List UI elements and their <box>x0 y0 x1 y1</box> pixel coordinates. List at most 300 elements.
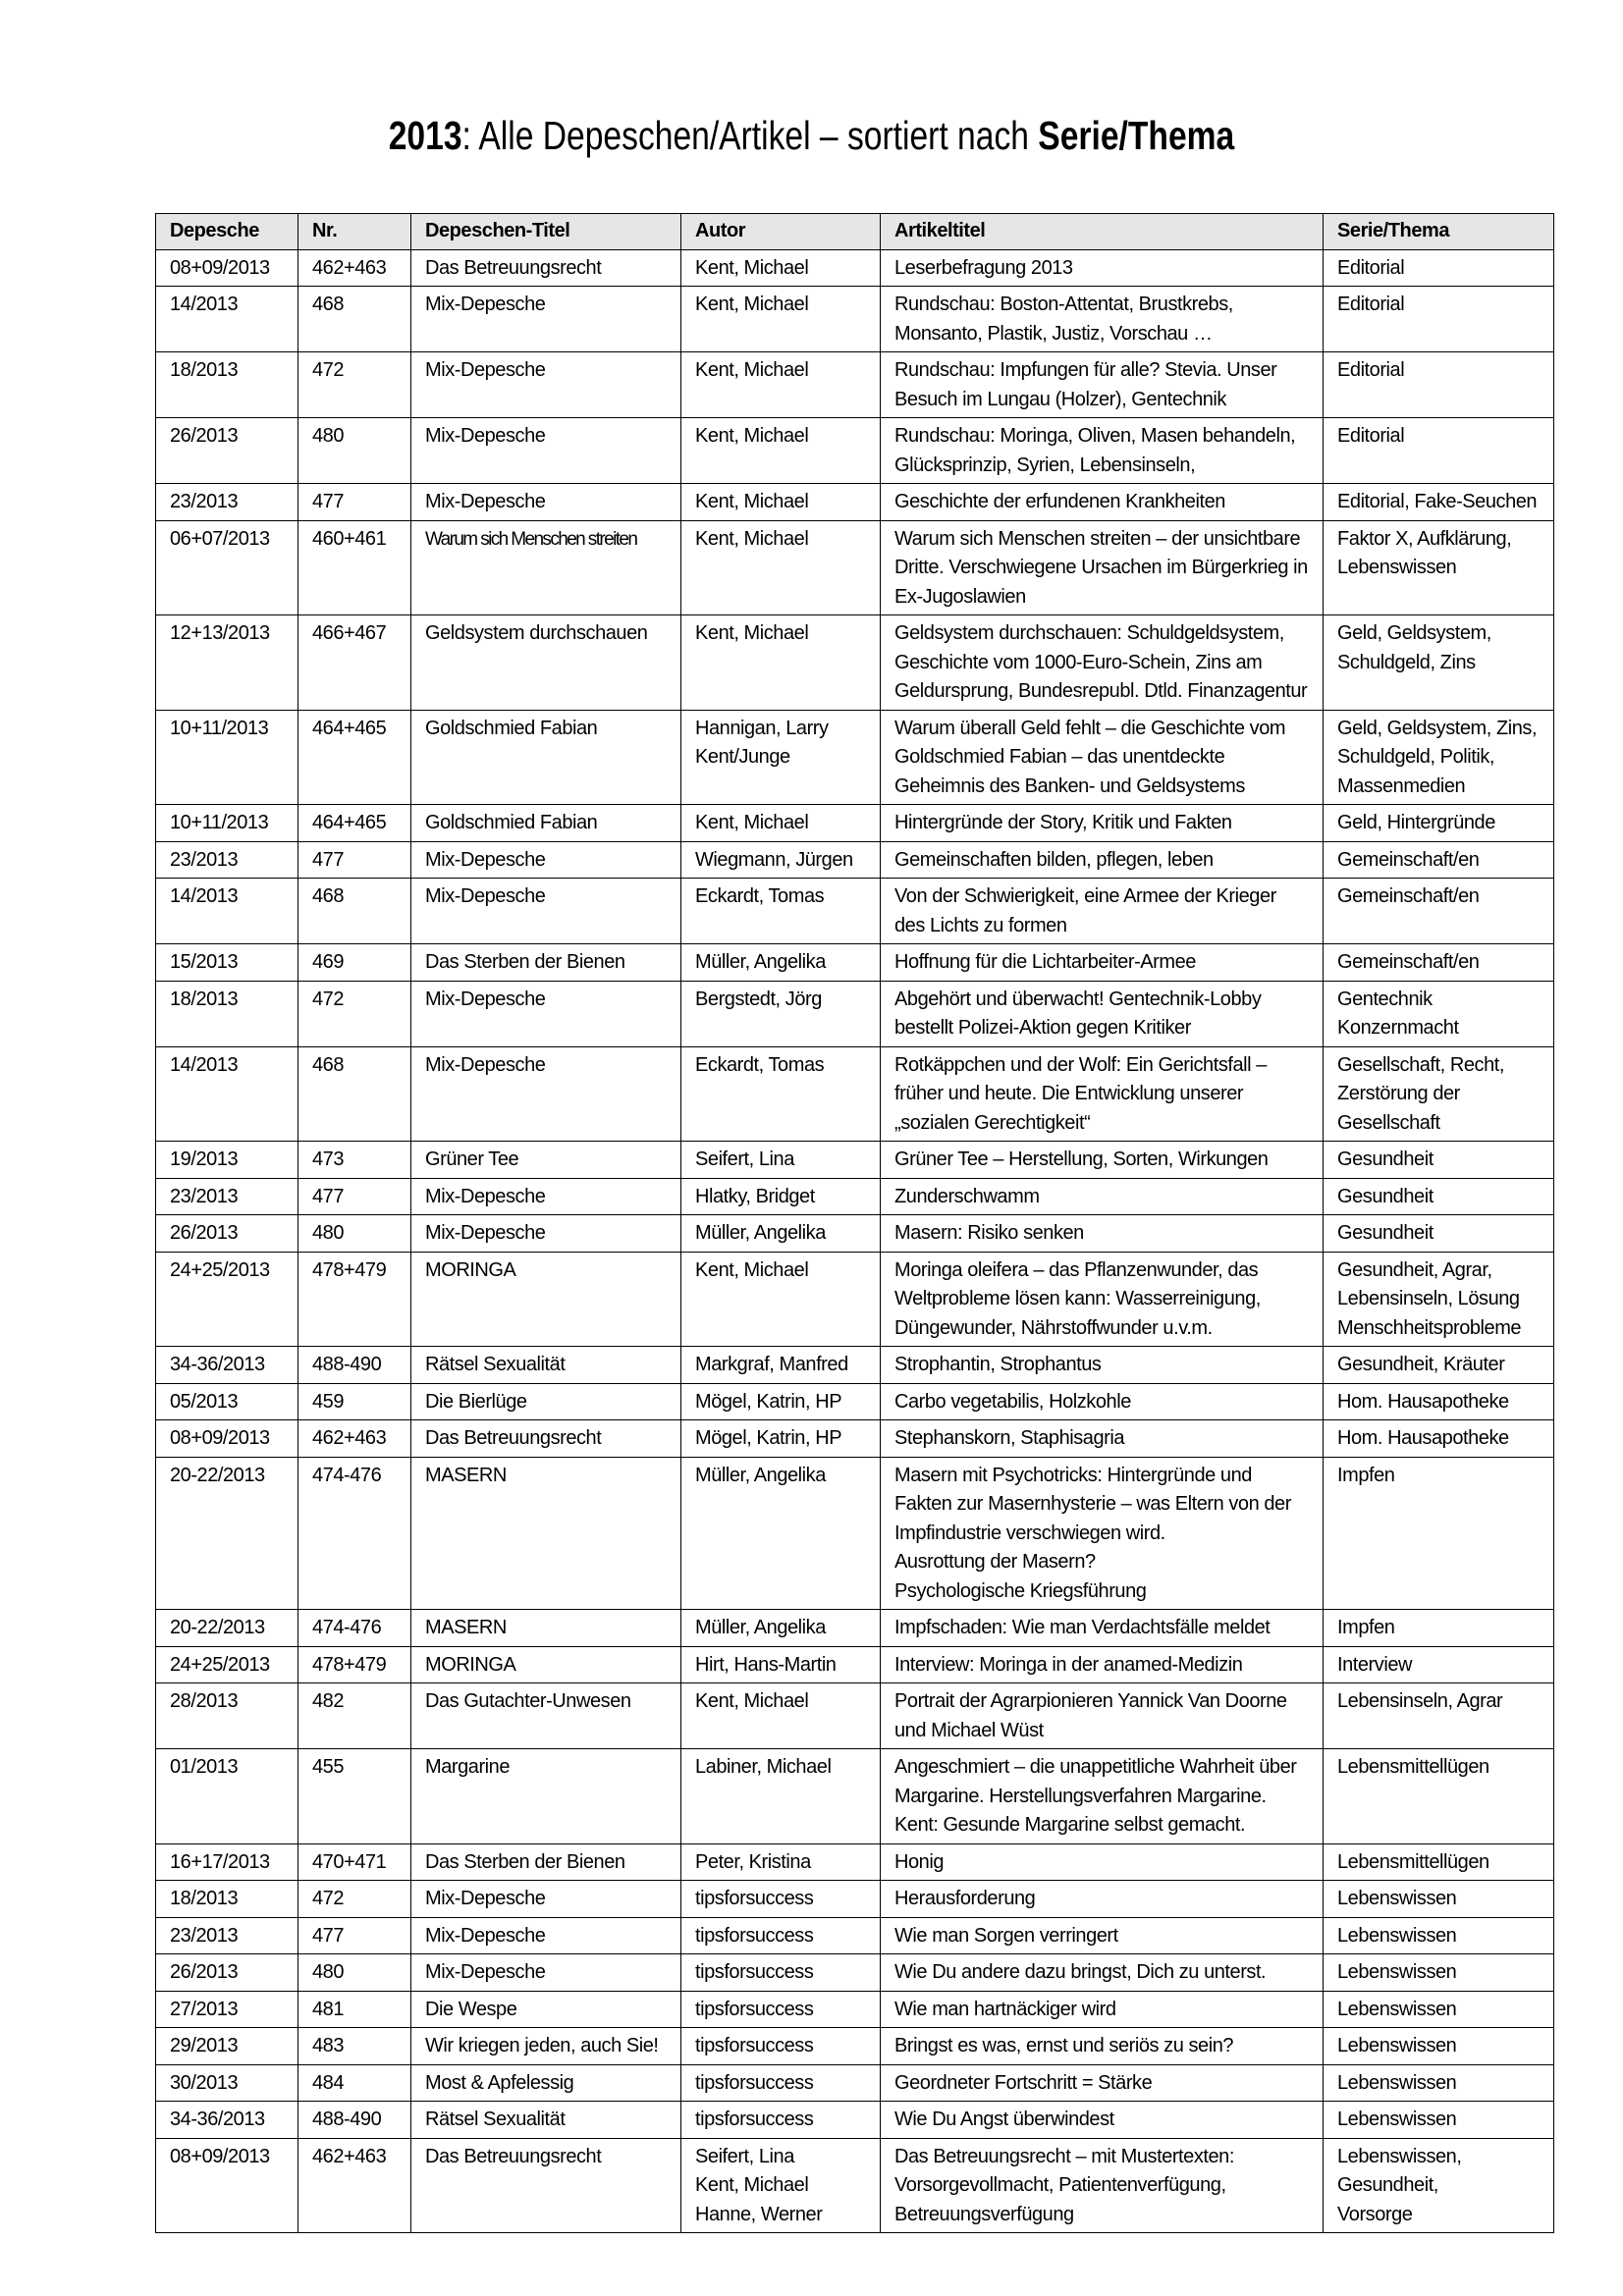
cell-line: 06+07/2013 <box>170 527 270 550</box>
cell-nr <box>298 805 411 842</box>
cell-nr <box>298 1215 411 1253</box>
cell-line: 483 <box>312 2035 345 2056</box>
cell-line: 480 <box>312 425 345 447</box>
cell-depeschen-titel <box>411 805 681 842</box>
cell-line: Margarine. Herstellungsverfahren Margarine. <box>894 1785 1267 1807</box>
cell-serie-thema <box>1324 1683 1554 1749</box>
cell-autor <box>681 1347 881 1384</box>
cell-artikeltitel <box>881 520 1324 615</box>
cell-line: Geordneter Fortschritt = Stärke <box>894 2071 1153 2094</box>
cell-line: Interview <box>1337 1653 1412 1676</box>
cell-depesche <box>156 1142 298 1179</box>
cell-line: Angeschmiert – die unappetitliche Wahrheit über <box>894 1756 1297 1778</box>
cell-depesche <box>156 1749 298 1844</box>
cell-line: Das Betreuungsrecht <box>425 256 602 279</box>
cell-artikeltitel <box>881 615 1324 711</box>
cell-depeschen-titel <box>411 352 681 418</box>
cell-depesche <box>156 1178 298 1215</box>
cell-depeschen-titel <box>411 1347 681 1384</box>
header-serie-thema: Serie/Thema <box>1324 214 1554 250</box>
table-row <box>156 1046 1554 1142</box>
cell-nr <box>298 249 411 287</box>
cell-line: 468 <box>312 885 345 907</box>
cell-artikeltitel <box>881 1610 1324 1647</box>
cell-line: Lebenswissen <box>1337 1998 1457 2020</box>
cell-line: Kent, Michael <box>695 812 809 833</box>
cell-line: Rotkäppchen und der Wolf: Ein Gerichtsfall – <box>894 1053 1267 1076</box>
cell-depeschen-titel <box>411 1178 681 1215</box>
cell-line: Geldursprung, Bundesrepubl. Dtld. Finanzagentur <box>894 680 1308 702</box>
cell-nr <box>298 1178 411 1215</box>
cell-nr <box>298 1142 411 1179</box>
cell-nr <box>298 287 411 352</box>
cell-line: Schuldgeld, Zins <box>1337 651 1476 673</box>
cell-line: 28/2013 <box>170 1690 239 1712</box>
cell-nr <box>298 1683 411 1749</box>
cell-line: Bergstedt, Jörg <box>695 988 822 1010</box>
cell-artikeltitel <box>881 1749 1324 1844</box>
cell-serie-thema <box>1324 2028 1554 2065</box>
cell-depeschen-titel <box>411 1749 681 1844</box>
cell-serie-thema <box>1324 1954 1554 1992</box>
cell-line: 12+13/2013 <box>170 622 270 644</box>
cell-serie-thema <box>1324 1646 1554 1683</box>
table-row <box>156 1457 1554 1610</box>
cell-line: Labiner, Michael <box>695 1756 832 1778</box>
cell-serie-thema <box>1324 1843 1554 1881</box>
cell-depesche <box>156 1646 298 1683</box>
cell-line: früher und heute. Die Entwicklung unserer <box>894 1083 1244 1104</box>
cell-line: Grüner Tee <box>425 1148 519 1170</box>
cell-line: Editorial <box>1337 425 1405 447</box>
cell-line: Rundschau: Boston-Attentat, Brustkrebs, <box>894 294 1233 315</box>
cell-serie-thema <box>1324 287 1554 352</box>
cell-line: Gesundheit <box>1337 1185 1434 1207</box>
cell-autor <box>681 1683 881 1749</box>
cell-artikeltitel <box>881 1881 1324 1918</box>
table-row <box>156 879 1554 944</box>
cell-artikeltitel <box>881 944 1324 982</box>
cell-line: Mix-Depesche <box>425 1924 546 1947</box>
table-row <box>156 1991 1554 2028</box>
cell-line: tipsforsuccess <box>695 1961 814 1983</box>
cell-depesche <box>156 615 298 711</box>
cell-nr <box>298 1917 411 1954</box>
cell-nr <box>298 1252 411 1347</box>
cell-serie-thema <box>1324 1178 1554 1215</box>
cell-line: Mix-Depesche <box>425 988 546 1010</box>
cell-line: 24+25/2013 <box>170 1258 270 1281</box>
cell-line: 14/2013 <box>170 885 239 907</box>
cell-autor <box>681 1252 881 1347</box>
cell-autor <box>681 1178 881 1215</box>
table-row <box>156 1252 1554 1347</box>
cell-line: Psychologische Kriegsführung <box>894 1579 1147 1602</box>
cell-line: Mix-Depesche <box>425 425 546 447</box>
cell-line: 478+479 <box>312 1258 387 1281</box>
cell-line: Leserbefragung 2013 <box>894 256 1073 279</box>
cell-line: 26/2013 <box>170 425 239 447</box>
cell-line: Faktor X, Aufklärung, <box>1337 527 1512 550</box>
cell-artikeltitel <box>881 879 1324 944</box>
table-row <box>156 1646 1554 1683</box>
cell-line: Wir kriegen jeden, auch Sie! <box>425 2035 659 2056</box>
cell-line: Geld, Geldsystem, <box>1337 622 1491 644</box>
cell-depesche <box>156 287 298 352</box>
cell-artikeltitel <box>881 981 1324 1046</box>
cell-artikeltitel <box>881 1347 1324 1384</box>
cell-line: 14/2013 <box>170 294 239 315</box>
cell-line: 469 <box>312 951 345 973</box>
cell-line: Hintergründe der Story, Kritik und Fakten <box>894 812 1232 833</box>
cell-serie-thema <box>1324 2138 1554 2233</box>
cell-line: Wie man hartnäckiger wird <box>894 1998 1116 2020</box>
cell-line: 478+479 <box>312 1653 387 1676</box>
cell-line: MASERN <box>425 1617 507 1638</box>
cell-line: Zunderschwamm <box>894 1185 1040 1207</box>
cell-line: 472 <box>312 1888 345 1909</box>
cell-nr <box>298 1881 411 1918</box>
cell-line: Mix-Depesche <box>425 1222 546 1244</box>
cell-serie-thema <box>1324 710 1554 805</box>
cell-line: Kent, Michael <box>695 622 809 644</box>
cell-line: Goldschmied Fabian <box>425 812 598 833</box>
cell-line: Gesellschaft, Recht, <box>1337 1053 1504 1076</box>
cell-autor <box>681 249 881 287</box>
cell-serie-thema <box>1324 841 1554 879</box>
cell-autor <box>681 1646 881 1683</box>
cell-line: Gemeinschaft/en <box>1337 885 1480 907</box>
cell-line: Das Sterben der Bienen <box>425 1850 625 1873</box>
table-row <box>156 418 1554 484</box>
cell-line: Das Betreuungsrecht – mit Mustertexten: <box>894 2145 1234 2167</box>
cell-line: Betreuungsverfügung <box>894 2203 1074 2225</box>
cell-line: Glücksprinzip, Syrien, Lebensinseln, <box>894 454 1196 476</box>
cell-line: 462+463 <box>312 1427 387 1449</box>
cell-line: 18/2013 <box>170 988 239 1010</box>
cell-depesche <box>156 1420 298 1458</box>
cell-depesche <box>156 1917 298 1954</box>
cell-line: 468 <box>312 294 345 315</box>
cell-line: Das Betreuungsrecht <box>425 1427 602 1449</box>
cell-autor <box>681 615 881 711</box>
cell-depesche <box>156 1046 298 1142</box>
cell-line: 30/2013 <box>170 2071 239 2094</box>
cell-depeschen-titel <box>411 1142 681 1179</box>
cell-line: Massenmedien <box>1337 774 1466 797</box>
cell-nr <box>298 944 411 982</box>
cell-line: Weltprobleme lösen kann: Wasserreinigung, <box>894 1288 1261 1309</box>
cell-line: Kent: Gesunde Margarine selbst gemacht. <box>894 1814 1246 1836</box>
cell-line: 488-490 <box>312 1354 382 1375</box>
cell-line: Bringst es was, ernst und seriös zu sein? <box>894 2035 1234 2056</box>
cell-line: Geldsystem durchschauen: Schuldgeldsystem, <box>894 622 1284 644</box>
cell-line: Hirt, Hans-Martin <box>695 1653 837 1676</box>
cell-line: Lebenswissen <box>1337 1888 1457 1909</box>
cell-line: Kent, Michael <box>695 1258 809 1281</box>
cell-nr <box>298 352 411 418</box>
cell-artikeltitel <box>881 1420 1324 1458</box>
cell-depeschen-titel <box>411 520 681 615</box>
cell-line: Gemeinschaften bilden, pflegen, leben <box>894 848 1214 871</box>
cell-line: Strophantin, Strophantus <box>894 1354 1102 1375</box>
cell-line: Kent, Michael <box>695 1690 809 1712</box>
cell-line: Gesundheit, <box>1337 2174 1438 2196</box>
table-row <box>156 710 1554 805</box>
cell-depesche <box>156 1347 298 1384</box>
cell-serie-thema <box>1324 1046 1554 1142</box>
cell-autor <box>681 841 881 879</box>
cell-artikeltitel <box>881 352 1324 418</box>
cell-line: 472 <box>312 359 345 381</box>
cell-artikeltitel <box>881 287 1324 352</box>
cell-autor <box>681 1142 881 1179</box>
cell-nr <box>298 710 411 805</box>
cell-depesche <box>156 805 298 842</box>
cell-serie-thema <box>1324 1420 1554 1458</box>
cell-line: Ausrottung der Masern? <box>894 1551 1096 1573</box>
cell-line: Müller, Angelika <box>695 1464 826 1486</box>
header-nr: Nr. <box>298 214 411 250</box>
cell-line: Hoffnung für die Lichtarbeiter-Armee <box>894 951 1196 973</box>
cell-artikeltitel <box>881 2064 1324 2102</box>
cell-line: Seifert, Lina <box>695 1148 794 1170</box>
cell-autor <box>681 1610 881 1647</box>
cell-line: 460+461 <box>312 527 387 550</box>
cell-autor <box>681 1457 881 1610</box>
cell-line: Von der Schwierigkeit, eine Armee der Krieger <box>894 885 1276 907</box>
cell-line: Geschichte vom 1000-Euro-Schein, Zins am <box>894 651 1263 673</box>
cell-line: 08+09/2013 <box>170 256 270 279</box>
table-row <box>156 1749 1554 1844</box>
cell-serie-thema <box>1324 484 1554 521</box>
cell-line: Monsanto, Plastik, Justiz, Vorschau … <box>894 322 1213 345</box>
table-row <box>156 1683 1554 1749</box>
cell-depeschen-titel <box>411 1383 681 1420</box>
cell-line: 462+463 <box>312 2145 387 2167</box>
cell-line: Mix-Depesche <box>425 294 546 315</box>
cell-line: Vorsorgevollmacht, Patientenverfügung, <box>894 2174 1226 2196</box>
table-row <box>156 841 1554 879</box>
cell-autor <box>681 1420 881 1458</box>
page-title <box>146 110 1477 161</box>
cell-depesche <box>156 352 298 418</box>
cell-artikeltitel <box>881 1252 1324 1347</box>
cell-artikeltitel <box>881 1142 1324 1179</box>
cell-line: und Michael Wüst <box>894 1719 1044 1741</box>
cell-line: Moringa oleifera – das Pflanzenwunder, das <box>894 1258 1259 1281</box>
cell-depeschen-titel <box>411 287 681 352</box>
cell-line: 468 <box>312 1053 345 1076</box>
cell-line: Rätsel Sexualität <box>425 1354 566 1375</box>
cell-line: Dritte. Verschwiegene Ursachen im Bürgerkrieg in <box>894 557 1308 578</box>
cell-line: 27/2013 <box>170 1998 239 2020</box>
cell-line: 23/2013 <box>170 848 239 871</box>
cell-line: Konzernmacht <box>1337 1017 1459 1039</box>
cell-nr <box>298 1383 411 1420</box>
table-row <box>156 520 1554 615</box>
cell-depeschen-titel <box>411 2028 681 2065</box>
cell-line: Gesundheit, Agrar, <box>1337 1258 1492 1281</box>
cell-serie-thema <box>1324 1610 1554 1647</box>
table-row <box>156 1881 1554 1918</box>
cell-line: 14/2013 <box>170 1053 239 1076</box>
cell-line: Lebensinseln, Agrar <box>1337 1690 1503 1712</box>
cell-line: Kent, Michael <box>695 294 809 315</box>
cell-nr <box>298 1749 411 1844</box>
cell-line: Wie man Sorgen verringert <box>894 1924 1118 1947</box>
cell-depeschen-titel <box>411 981 681 1046</box>
cell-line: 477 <box>312 848 345 871</box>
cell-line: 474-476 <box>312 1464 382 1486</box>
cell-depesche <box>156 1683 298 1749</box>
cell-serie-thema <box>1324 981 1554 1046</box>
cell-line: 16+17/2013 <box>170 1850 270 1873</box>
cell-line: 488-490 <box>312 2109 382 2130</box>
cell-autor <box>681 944 881 982</box>
cell-line: Besuch im Lungau (Holzer), Gentechnik <box>894 388 1226 410</box>
cell-line: Kent, Michael <box>695 425 809 447</box>
cell-nr <box>298 1843 411 1881</box>
cell-line: 34-36/2013 <box>170 1354 265 1375</box>
cell-artikeltitel <box>881 710 1324 805</box>
cell-autor <box>681 1917 881 1954</box>
cell-line: Wie Du Angst überwindest <box>894 2109 1114 2130</box>
cell-line: tipsforsuccess <box>695 1888 814 1909</box>
cell-line: Editorial <box>1337 359 1405 381</box>
cell-line: 01/2013 <box>170 1756 239 1778</box>
cell-nr <box>298 2028 411 2065</box>
cell-line: 15/2013 <box>170 951 239 973</box>
cell-depesche <box>156 1991 298 2028</box>
cell-line: 470+471 <box>312 1850 387 1873</box>
cell-artikeltitel <box>881 805 1324 842</box>
title-text: : Alle Depeschen/Artikel – sortiert nach <box>461 113 1039 158</box>
table-row <box>156 1215 1554 1253</box>
articles-table <box>155 213 1554 2233</box>
cell-nr <box>298 2102 411 2139</box>
title-emphasis: Serie/Thema <box>1038 113 1235 158</box>
cell-depesche <box>156 418 298 484</box>
cell-serie-thema <box>1324 879 1554 944</box>
cell-depeschen-titel <box>411 418 681 484</box>
cell-nr <box>298 1610 411 1647</box>
cell-line: Die Wespe <box>425 1998 517 2020</box>
cell-line: Lebensmittellügen <box>1337 1850 1489 1873</box>
cell-line: Gesundheit <box>1337 1222 1434 1244</box>
cell-line: Müller, Angelika <box>695 1222 826 1244</box>
cell-serie-thema <box>1324 352 1554 418</box>
cell-artikeltitel <box>881 2102 1324 2139</box>
cell-depesche <box>156 981 298 1046</box>
header-autor: Autor <box>681 214 881 250</box>
cell-line: Mix-Depesche <box>425 885 546 907</box>
table-row <box>156 1610 1554 1647</box>
cell-line: 480 <box>312 1961 345 1983</box>
table-row <box>156 2102 1554 2139</box>
cell-artikeltitel <box>881 249 1324 287</box>
table-row <box>156 1178 1554 1215</box>
cell-depesche <box>156 1215 298 1253</box>
cell-artikeltitel <box>881 1991 1324 2028</box>
table-row <box>156 287 1554 352</box>
cell-line: Geld, Hintergründe <box>1337 812 1495 833</box>
cell-line: Müller, Angelika <box>695 1617 826 1638</box>
cell-artikeltitel <box>881 1683 1324 1749</box>
cell-line: tipsforsuccess <box>695 2071 814 2094</box>
cell-artikeltitel <box>881 1843 1324 1881</box>
cell-line: 24+25/2013 <box>170 1653 270 1676</box>
cell-depeschen-titel <box>411 2102 681 2139</box>
cell-line: bestellt Polizei-Aktion gegen Kritiker <box>894 1017 1191 1039</box>
cell-line: 480 <box>312 1222 345 1244</box>
cell-line: Hannigan, Larry <box>695 717 829 739</box>
cell-line: 10+11/2013 <box>170 812 269 833</box>
cell-artikeltitel <box>881 1954 1324 1992</box>
cell-autor <box>681 2138 881 2233</box>
cell-depeschen-titel <box>411 944 681 982</box>
cell-line: Zerstörung der <box>1337 1083 1460 1104</box>
cell-depeschen-titel <box>411 615 681 711</box>
cell-nr <box>298 1954 411 1992</box>
cell-line: Hom. Hausapotheke <box>1337 1390 1509 1413</box>
cell-line: Lebenswissen <box>1337 1924 1457 1947</box>
cell-line: Mix-Depesche <box>425 848 546 871</box>
cell-line: Das Sterben der Bienen <box>425 951 625 973</box>
cell-line: Menschheitsprobleme <box>1337 1316 1522 1339</box>
cell-depesche <box>156 879 298 944</box>
cell-line: 05/2013 <box>170 1390 239 1413</box>
cell-depesche <box>156 841 298 879</box>
table-row <box>156 1347 1554 1384</box>
cell-autor <box>681 1383 881 1420</box>
cell-line: Geheimnis des Banken- und Geldsystems <box>894 774 1245 797</box>
cell-nr <box>298 1347 411 1384</box>
cell-line: 464+465 <box>312 812 387 833</box>
cell-line: 20-22/2013 <box>170 1464 265 1486</box>
cell-line: Lebensinseln, Lösung <box>1337 1288 1520 1309</box>
cell-depeschen-titel <box>411 1683 681 1749</box>
cell-line: Impfindustrie verschwiegen wird. <box>894 1522 1165 1544</box>
cell-nr <box>298 879 411 944</box>
cell-line: Gesundheit, Kräuter <box>1337 1354 1505 1375</box>
cell-line: Impfen <box>1337 1617 1395 1638</box>
cell-line: Editorial, Fake-Seuchen <box>1337 491 1538 512</box>
cell-line: 473 <box>312 1148 345 1170</box>
cell-line: Kent/Junge <box>695 746 790 768</box>
cell-line: des Lichts zu formen <box>894 914 1067 936</box>
cell-nr <box>298 2138 411 2233</box>
cell-line: Düngewunder, Nährstoffwunder u.v.m. <box>894 1316 1213 1339</box>
cell-line: Markgraf, Manfred <box>695 1354 848 1375</box>
cell-serie-thema <box>1324 615 1554 711</box>
cell-line: „sozialen Gerechtigkeit“ <box>894 1111 1091 1134</box>
cell-line: tipsforsuccess <box>695 1998 814 2020</box>
cell-line: 484 <box>312 2071 345 2094</box>
cell-line: 23/2013 <box>170 1185 239 1207</box>
cell-line: Kent, Michael <box>695 491 809 512</box>
cell-line: Carbo vegetabilis, Holzkohle <box>894 1390 1131 1413</box>
table-row <box>156 352 1554 418</box>
cell-line: Das Gutachter-Unwesen <box>425 1690 631 1712</box>
cell-line: Gemeinschaft/en <box>1337 951 1480 973</box>
cell-artikeltitel <box>881 2028 1324 2065</box>
cell-serie-thema <box>1324 249 1554 287</box>
cell-nr <box>298 1991 411 2028</box>
cell-nr <box>298 520 411 615</box>
cell-line: Portrait der Agrarpionieren Yannick Van Doorne <box>894 1690 1287 1712</box>
cell-line: Lebenswissen <box>1337 1961 1457 1983</box>
